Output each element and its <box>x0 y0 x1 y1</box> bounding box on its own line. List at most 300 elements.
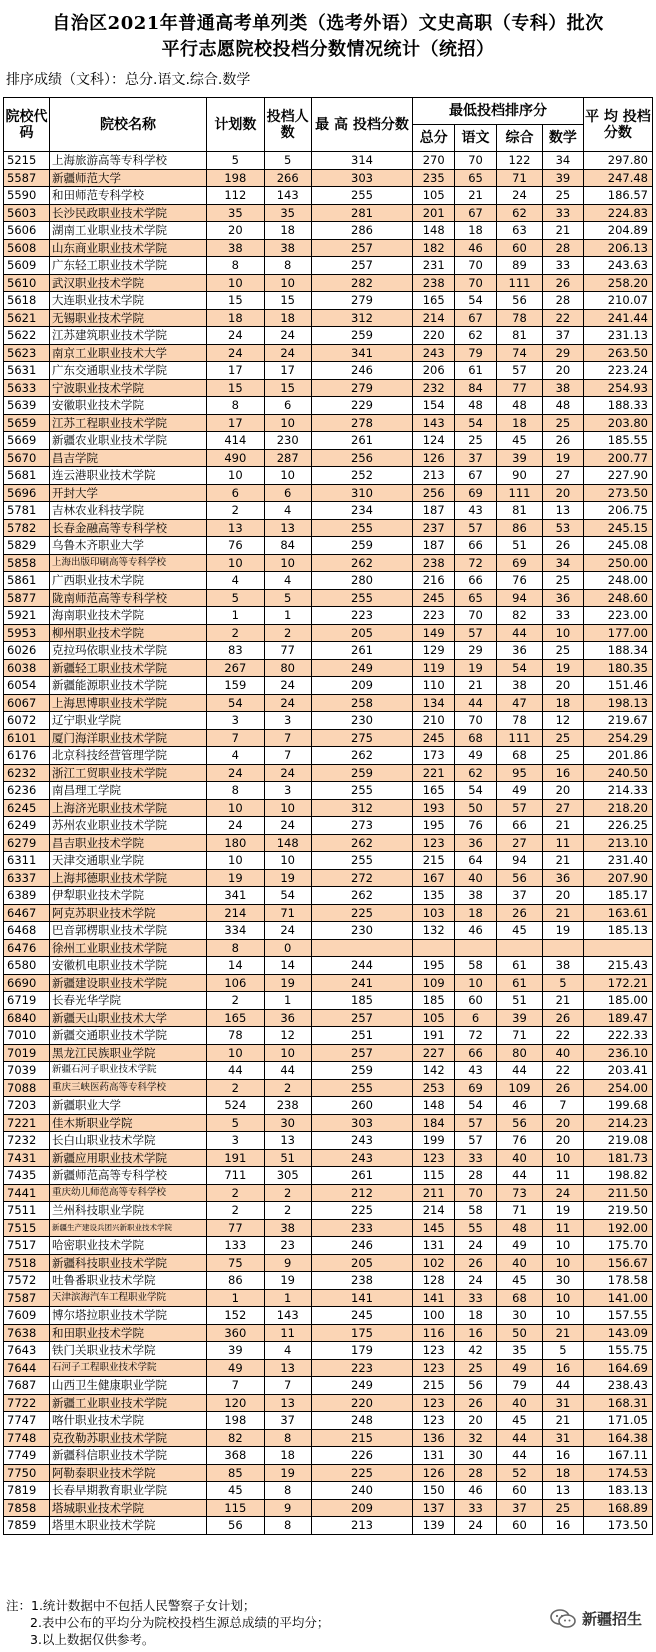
cell-comprehensive: 71 <box>496 169 542 187</box>
cell-name: 广东轻工职业技术学院 <box>50 257 207 275</box>
cell-plan: 10 <box>207 554 265 572</box>
cell-admitted: 77 <box>264 642 311 660</box>
cell-plan: 1 <box>207 1289 265 1307</box>
cell-chinese: 67 <box>455 204 497 222</box>
cell-max: 280 <box>311 572 413 590</box>
cell-chinese: 33 <box>455 1499 497 1517</box>
cell-plan: 24 <box>207 327 265 345</box>
cell-code: 5681 <box>4 467 50 485</box>
cell-max: 179 <box>311 1342 413 1360</box>
cell-average: 199.68 <box>583 1097 652 1115</box>
cell-plan: 165 <box>207 1009 265 1027</box>
cell-chinese: 67 <box>455 467 497 485</box>
cell-max: 257 <box>311 257 413 275</box>
cell-code: 5659 <box>4 414 50 432</box>
table-row <box>4 449 653 467</box>
table-row <box>4 1272 653 1290</box>
cell-code: 5622 <box>4 327 50 345</box>
table-row <box>4 1307 653 1325</box>
table-row <box>4 467 653 485</box>
cell-max: 205 <box>311 1254 413 1272</box>
cell-average: 247.48 <box>583 169 652 187</box>
cell-code: 6245 <box>4 799 50 817</box>
cell-comprehensive: 111 <box>496 274 542 292</box>
cell-plan: 5 <box>207 589 265 607</box>
cell-math: 16 <box>543 1359 584 1377</box>
cell-comprehensive: 74 <box>496 344 542 362</box>
cell-chinese: 70 <box>455 152 497 170</box>
cell-max: 303 <box>311 1114 413 1132</box>
cell-chinese: 54 <box>455 1097 497 1115</box>
cell-max: 255 <box>311 187 413 205</box>
cell-total: 214 <box>413 309 455 327</box>
cell-math: 5 <box>543 1342 584 1360</box>
cell-comprehensive: 63 <box>496 222 542 240</box>
cell-code: 7858 <box>4 1499 50 1517</box>
cell-max: 185 <box>311 992 413 1010</box>
cell-admitted: 10 <box>264 1044 311 1062</box>
cell-chinese: 46 <box>455 1482 497 1500</box>
cell-average: 297.80 <box>583 152 652 170</box>
cell-chinese: 67 <box>455 309 497 327</box>
cell-max: 341 <box>311 344 413 362</box>
cell-total: 227 <box>413 1044 455 1062</box>
cell-comprehensive <box>496 939 542 957</box>
cell-total: 124 <box>413 432 455 450</box>
cell-total: 115 <box>413 1167 455 1185</box>
cell-math: 11 <box>543 834 584 852</box>
cell-name: 安徽机电职业技术学院 <box>50 957 207 975</box>
cell-comprehensive: 51 <box>496 537 542 555</box>
cell-chinese: 40 <box>455 869 497 887</box>
cell-comprehensive: 80 <box>496 1044 542 1062</box>
cell-admitted: 44 <box>264 1062 311 1080</box>
cell-code: 6072 <box>4 712 50 730</box>
cell-code: 7511 <box>4 1202 50 1220</box>
cell-chinese: 25 <box>455 432 497 450</box>
cell-comprehensive: 44 <box>496 1447 542 1465</box>
cell-average: 155.75 <box>583 1342 652 1360</box>
cell-average: 245.15 <box>583 519 652 537</box>
cell-chinese: 36 <box>455 834 497 852</box>
cell-average: 218.20 <box>583 799 652 817</box>
cell-average: 219.08 <box>583 1132 652 1150</box>
cell-code: 7687 <box>4 1377 50 1395</box>
cell-max: 246 <box>311 1237 413 1255</box>
cell-plan: 112 <box>207 187 265 205</box>
table-row <box>4 607 653 625</box>
cell-plan: 2 <box>207 1079 265 1097</box>
cell-max: 275 <box>311 729 413 747</box>
cell-name: 和田师范专科学校 <box>50 187 207 205</box>
cell-name: 乌鲁木齐职业大学 <box>50 537 207 555</box>
cell-comprehensive: 18 <box>496 414 542 432</box>
cell-name: 博尔塔拉职业技术学院 <box>50 1307 207 1325</box>
cell-total: 187 <box>413 502 455 520</box>
cell-name: 吉林农业科技学院 <box>50 502 207 520</box>
cell-max: 273 <box>311 817 413 835</box>
cell-plan: 214 <box>207 904 265 922</box>
cell-admitted: 13 <box>264 519 311 537</box>
cell-total: 223 <box>413 607 455 625</box>
cell-comprehensive: 38 <box>496 677 542 695</box>
cell-average: 240.50 <box>583 764 652 782</box>
table-row <box>4 624 653 642</box>
cell-code: 5782 <box>4 519 50 537</box>
cell-max: 262 <box>311 747 413 765</box>
cell-chinese: 28 <box>455 1464 497 1482</box>
cell-comprehensive: 78 <box>496 309 542 327</box>
cell-chinese: 61 <box>455 362 497 380</box>
cell-average: 254.29 <box>583 729 652 747</box>
header-total: 总分 <box>413 125 455 152</box>
cell-max: 246 <box>311 362 413 380</box>
table-body <box>4 152 653 1535</box>
cell-average: 168.31 <box>583 1394 652 1412</box>
cell-name: 昌吉职业技术学院 <box>50 834 207 852</box>
cell-chinese: 58 <box>455 957 497 975</box>
cell-total: 132 <box>413 922 455 940</box>
cell-admitted: 24 <box>264 344 311 362</box>
cell-name: 阿克苏职业技术学院 <box>50 904 207 922</box>
cell-plan: 85 <box>207 1464 265 1482</box>
cell-average: 213.10 <box>583 834 652 852</box>
cell-plan: 24 <box>207 344 265 362</box>
cell-comprehensive: 71 <box>496 1027 542 1045</box>
cell-total: 110 <box>413 677 455 695</box>
cell-chinese: 54 <box>455 782 497 800</box>
cell-max: 258 <box>311 694 413 712</box>
cell-comprehensive: 37 <box>496 1499 542 1517</box>
cell-chinese: 26 <box>455 1254 497 1272</box>
cell-name: 新疆师范高等专科学校 <box>50 1167 207 1185</box>
cell-admitted: 2 <box>264 1079 311 1097</box>
cell-max <box>311 939 413 957</box>
cell-comprehensive: 94 <box>496 852 542 870</box>
cell-total: 131 <box>413 1237 455 1255</box>
cell-comprehensive: 49 <box>496 782 542 800</box>
cell-name: 新疆师范大学 <box>50 169 207 187</box>
cell-name: 铁门关职业技术学院 <box>50 1342 207 1360</box>
cell-plan: 10 <box>207 852 265 870</box>
table-row <box>4 309 653 327</box>
cell-total: 116 <box>413 1324 455 1342</box>
cell-average: 157.55 <box>583 1307 652 1325</box>
cell-chinese: 50 <box>455 799 497 817</box>
cell-code: 5621 <box>4 309 50 327</box>
cell-admitted: 9 <box>264 1254 311 1272</box>
cell-chinese: 21 <box>455 187 497 205</box>
cell-average: 203.41 <box>583 1062 652 1080</box>
cell-comprehensive: 90 <box>496 467 542 485</box>
table-row <box>4 257 653 275</box>
cell-average: 192.00 <box>583 1219 652 1237</box>
cell-admitted: 19 <box>264 1272 311 1290</box>
cell-code: 7644 <box>4 1359 50 1377</box>
cell-math: 25 <box>543 747 584 765</box>
cell-code: 7749 <box>4 1447 50 1465</box>
cell-code: 6389 <box>4 887 50 905</box>
cell-comprehensive: 76 <box>496 572 542 590</box>
table-row <box>4 729 653 747</box>
cell-math: 24 <box>543 1184 584 1202</box>
cell-math: 21 <box>543 852 584 870</box>
table-row <box>4 852 653 870</box>
cell-plan: 2 <box>207 992 265 1010</box>
cell-comprehensive: 68 <box>496 747 542 765</box>
cell-total: 220 <box>413 327 455 345</box>
cell-admitted: 24 <box>264 922 311 940</box>
cell-code: 7722 <box>4 1394 50 1412</box>
cell-code: 6101 <box>4 729 50 747</box>
cell-name: 开封大学 <box>50 484 207 502</box>
cell-code: 7441 <box>4 1184 50 1202</box>
cell-plan: 8 <box>207 257 265 275</box>
table-row <box>4 957 653 975</box>
cell-name: 塔城职业技术学院 <box>50 1499 207 1517</box>
table-row <box>4 834 653 852</box>
cell-plan: 38 <box>207 239 265 257</box>
cell-code: 5669 <box>4 432 50 450</box>
cell-max: 249 <box>311 659 413 677</box>
cell-average: 200.77 <box>583 449 652 467</box>
cell-max: 255 <box>311 589 413 607</box>
cell-plan: 2 <box>207 1202 265 1220</box>
cell-plan: 368 <box>207 1447 265 1465</box>
cell-chinese: 54 <box>455 414 497 432</box>
header-min-rank-group: 最低投档排序分 <box>413 98 584 125</box>
cell-plan: 191 <box>207 1149 265 1167</box>
cell-comprehensive: 26 <box>496 904 542 922</box>
cell-total: 210 <box>413 712 455 730</box>
cell-average: 198.13 <box>583 694 652 712</box>
cell-chinese: 57 <box>455 1114 497 1132</box>
cell-name: 苏州农业职业技术学院 <box>50 817 207 835</box>
cell-average: 231.13 <box>583 327 652 345</box>
table-row <box>4 152 653 170</box>
cell-total: 103 <box>413 904 455 922</box>
cell-total: 105 <box>413 187 455 205</box>
cell-name: 新疆轻工职业技术学院 <box>50 659 207 677</box>
cell-chinese: 66 <box>455 537 497 555</box>
cell-code: 7010 <box>4 1027 50 1045</box>
cell-comprehensive: 69 <box>496 554 542 572</box>
table-row <box>4 974 653 992</box>
cell-total: 270 <box>413 152 455 170</box>
cell-plan: 49 <box>207 1359 265 1377</box>
cell-total: 143 <box>413 414 455 432</box>
cell-math: 10 <box>543 1149 584 1167</box>
header-plan: 计划数 <box>207 98 265 152</box>
cell-name: 宁波职业技术学院 <box>50 379 207 397</box>
cell-total: 193 <box>413 799 455 817</box>
cell-code: 7609 <box>4 1307 50 1325</box>
cell-math: 5 <box>543 974 584 992</box>
table-row <box>4 519 653 537</box>
cell-max: 241 <box>311 974 413 992</box>
cell-average: 188.33 <box>583 397 652 415</box>
cell-plan: 20 <box>207 222 265 240</box>
cell-total: 214 <box>413 1202 455 1220</box>
cell-math: 44 <box>543 1377 584 1395</box>
cell-comprehensive: 40 <box>496 1394 542 1412</box>
table-row <box>4 414 653 432</box>
cell-total: 256 <box>413 484 455 502</box>
cell-code: 7435 <box>4 1167 50 1185</box>
cell-max: 205 <box>311 624 413 642</box>
cell-math: 16 <box>543 1447 584 1465</box>
cell-math: 7 <box>543 1097 584 1115</box>
cell-admitted: 14 <box>264 957 311 975</box>
cell-comprehensive: 81 <box>496 502 542 520</box>
cell-admitted: 7 <box>264 729 311 747</box>
cell-plan: 341 <box>207 887 265 905</box>
cell-code: 5921 <box>4 607 50 625</box>
cell-math: 10 <box>543 1289 584 1307</box>
cell-name: 新疆农业职业技术学院 <box>50 432 207 450</box>
cell-code: 6249 <box>4 817 50 835</box>
cell-plan: 15 <box>207 379 265 397</box>
cell-max: 262 <box>311 887 413 905</box>
cell-admitted: 13 <box>264 1132 311 1150</box>
cell-average: 215.43 <box>583 957 652 975</box>
cell-max: 252 <box>311 467 413 485</box>
cell-admitted: 10 <box>264 467 311 485</box>
table-row <box>4 572 653 590</box>
cell-math: 25 <box>543 572 584 590</box>
cell-average: 254.93 <box>583 379 652 397</box>
cell-comprehensive: 56 <box>496 292 542 310</box>
cell-admitted: 18 <box>264 222 311 240</box>
cell-comprehensive: 44 <box>496 1167 542 1185</box>
cell-average <box>583 939 652 957</box>
cell-admitted: 23 <box>264 1237 311 1255</box>
cell-total: 148 <box>413 1097 455 1115</box>
cell-code: 7572 <box>4 1272 50 1290</box>
cell-average: 185.55 <box>583 432 652 450</box>
cell-comprehensive: 40 <box>496 1254 542 1272</box>
table-row <box>4 1219 653 1237</box>
cell-admitted: 238 <box>264 1097 311 1115</box>
cell-max: 243 <box>311 1132 413 1150</box>
cell-total: 123 <box>413 1359 455 1377</box>
table-row <box>4 764 653 782</box>
header-admitted: 投档人数 <box>264 98 311 152</box>
cell-chinese: 16 <box>455 1324 497 1342</box>
cell-plan: 14 <box>207 957 265 975</box>
cell-code: 6311 <box>4 852 50 870</box>
cell-max: 312 <box>311 309 413 327</box>
cell-average: 141.00 <box>583 1289 652 1307</box>
cell-name: 北京科技经营管理学院 <box>50 747 207 765</box>
table-row <box>4 799 653 817</box>
cell-total: 232 <box>413 379 455 397</box>
wechat-icon <box>550 1609 576 1629</box>
cell-comprehensive: 36 <box>496 642 542 660</box>
cell-total: 245 <box>413 589 455 607</box>
cell-average: 173.50 <box>583 1517 652 1535</box>
cell-plan: 10 <box>207 467 265 485</box>
cell-code: 7859 <box>4 1517 50 1535</box>
cell-average: 223.24 <box>583 362 652 380</box>
cell-math: 28 <box>543 292 584 310</box>
cell-name: 新疆建设职业技术学院 <box>50 974 207 992</box>
cell-name: 昌吉学院 <box>50 449 207 467</box>
cell-admitted: 305 <box>264 1167 311 1185</box>
cell-admitted: 0 <box>264 939 311 957</box>
cell-plan: 17 <box>207 414 265 432</box>
table-row <box>4 589 653 607</box>
cell-max: 230 <box>311 712 413 730</box>
cell-name: 黑龙江民族职业学院 <box>50 1044 207 1062</box>
cell-admitted: 10 <box>264 852 311 870</box>
cell-total: 173 <box>413 747 455 765</box>
cell-total: 184 <box>413 1114 455 1132</box>
cell-average: 186.57 <box>583 187 652 205</box>
cell-name: 新疆科信职业技术学院 <box>50 1447 207 1465</box>
cell-admitted: 2 <box>264 624 311 642</box>
cell-max: 259 <box>311 764 413 782</box>
table-row <box>4 204 653 222</box>
cell-total: 167 <box>413 869 455 887</box>
cell-average: 226.25 <box>583 817 652 835</box>
table-row <box>4 169 653 187</box>
cell-math: 37 <box>543 327 584 345</box>
cell-total: 148 <box>413 222 455 240</box>
cell-total: 221 <box>413 764 455 782</box>
cell-chinese: 6 <box>455 1009 497 1027</box>
cell-chinese: 24 <box>455 1237 497 1255</box>
cell-comprehensive: 111 <box>496 729 542 747</box>
cell-max: 312 <box>311 799 413 817</box>
cell-max: 282 <box>311 274 413 292</box>
cell-chinese: 57 <box>455 1132 497 1150</box>
page-title-line-2: 平行志愿院校投档分数情况统计（统招） <box>161 39 495 60</box>
cell-total: 141 <box>413 1289 455 1307</box>
cell-code: 5696 <box>4 484 50 502</box>
cell-admitted: 8 <box>264 1482 311 1500</box>
cell-admitted: 10 <box>264 554 311 572</box>
cell-max: 279 <box>311 292 413 310</box>
score-table <box>3 97 653 1535</box>
cell-chinese: 43 <box>455 502 497 520</box>
cell-name: 江苏工程职业技术学院 <box>50 414 207 432</box>
cell-math: 31 <box>543 1394 584 1412</box>
cell-total: 195 <box>413 957 455 975</box>
cell-comprehensive: 24 <box>496 187 542 205</box>
table-row <box>4 187 653 205</box>
cell-math: 21 <box>543 222 584 240</box>
table-row <box>4 1377 653 1395</box>
table-row <box>4 747 653 765</box>
footnote-3: 3.以上数据仅供参考。 <box>30 1632 155 1647</box>
cell-name: 安徽职业技术学院 <box>50 397 207 415</box>
cell-total: 105 <box>413 1009 455 1027</box>
cell-chinese: 24 <box>455 1272 497 1290</box>
cell-name: 上海出版印刷高等专科学校 <box>50 554 207 572</box>
cell-plan: 78 <box>207 1027 265 1045</box>
cell-math: 20 <box>543 1132 584 1150</box>
table-row <box>4 554 653 572</box>
cell-max: 257 <box>311 239 413 257</box>
cell-max: 230 <box>311 922 413 940</box>
cell-average: 210.07 <box>583 292 652 310</box>
table-row <box>4 939 653 957</box>
cell-total: 238 <box>413 554 455 572</box>
cell-code: 5877 <box>4 589 50 607</box>
cell-admitted: 54 <box>264 887 311 905</box>
cell-admitted: 24 <box>264 694 311 712</box>
